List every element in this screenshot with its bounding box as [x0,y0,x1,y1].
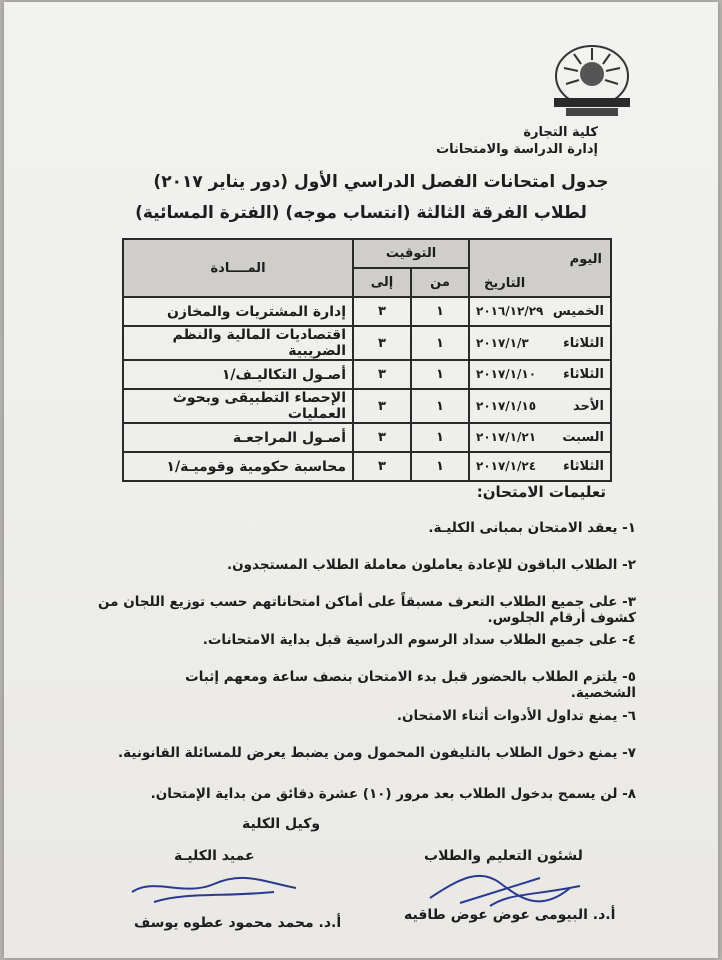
instructions-title: تعليمات الامتحان: [476,483,606,501]
dean-name: أ.د. محمد محمود عطوه يوسف [134,915,342,931]
instruction-item: ٢- الطلاب الباقون للإعادة يعاملون معاملة الطلاب المستجدون. [227,557,636,573]
row-to: ٣ [353,297,411,326]
row-date: ٢٠١٧/١/٣ [476,335,529,350]
timing-header: التوقيت [353,239,469,268]
row-to: ٣ [353,389,411,423]
day-date-header [469,239,611,297]
table-row [123,297,611,326]
row-subject: الإحصاء التطبيقى وبحوث العمليات [123,389,353,423]
instruction-item: ٧- يمنع دخول الطلاب بالتليفون المحمول ومن يضبط يعرض للمسائلة القانونية. [118,745,636,761]
row-day: السبت [562,430,604,445]
row-date: ٢٠١٧/١/٢١ [476,430,537,444]
row-to: ٣ [353,326,411,360]
row-subject: أصـول المراجعـة [123,423,353,452]
date-header: التاريخ [484,276,526,291]
table-row [123,326,611,360]
table-row [123,360,611,389]
university-logo [544,40,640,120]
schedule-title: جدول امتحانات الفصل الدراسي الأول (دور يناير ٢٠١٧) [153,172,609,192]
row-from: ١ [411,326,469,360]
row-day: الأحد [572,398,604,414]
row-date: ٢٠١٦/١٢/٢٩ [476,304,544,318]
row-subject: إدارة المشتريات والمخازن [123,297,353,326]
vice-dean-title: وكيل الكلية [242,816,321,832]
instruction-item: ٤- على جميع الطلاب سداد الرسوم الدراسية قبل بداية الامتحانات. [202,632,636,648]
row-date: ٢٠١٧/١/١٠ [476,367,537,381]
row-from: ١ [411,389,469,423]
row-from: ١ [411,360,469,389]
row-day: الثلاثاء [563,335,604,351]
instruction-item: ٨- لن يسمح بدخول الطلاب بعد مرور (١٠) عشرة دقائق من بداية الإمتحان. [150,786,636,802]
row-to: ٣ [353,452,411,481]
instruction-item: ١- يعقد الامتحان بمبانى الكليـة. [428,520,636,536]
row-subject: محاسبة حكومية وقوميـة/١ [123,452,353,481]
instruction-item: ٥- يلتزم الطلاب بالحضور قبل بدء الامتحان بنصف ساعة ومعهم إثبات الشخصية. [185,669,636,701]
table-row [123,389,611,423]
schedule-subtitle: لطلاب الفرقة الثالثة (انتساب موجه) (الفترة المسائية) [135,203,587,223]
to-header: إلى [353,268,411,297]
exam-schedule-table [122,238,612,482]
row-day: الثلاثاء [563,459,604,474]
document-page [4,2,718,958]
table-row [123,452,611,481]
instruction-item: ٣- على جميع الطلاب التعرف مسبقاً على أماكن امتحاناتهم حسب توزيع اللجان من كشوف أرقام الجلوس. [98,594,636,626]
dean-signature [124,862,304,912]
row-to: ٣ [353,360,411,389]
day-header: اليوم [569,252,602,267]
row-from: ١ [411,297,469,326]
instruction-item: ٦- يمنع تداول الأدوات أثناء الامتحان. [396,708,636,724]
row-from: ١ [411,452,469,481]
row-subject: اقتصاديات المالية والنظم الضريبية [123,326,353,360]
row-day: الخميس [552,304,604,319]
department-name: إدارة الدراسة والامتحانات [436,142,598,157]
faculty-name: كلية التجارة [523,125,598,140]
dean-title: عميد الكليـة [174,848,255,864]
vice-dean-name: أ.د. البيومى عوض عوض طاقيه [404,907,616,923]
subject-header: المــــادة [123,239,353,297]
table-row [123,423,611,452]
row-to: ٣ [353,423,411,452]
row-from: ١ [411,423,469,452]
row-subject: أصـول التكاليـف/١ [123,360,353,389]
row-date: ٢٠١٧/١/١٥ [476,398,537,413]
row-date: ٢٠١٧/١/٢٤ [476,459,537,473]
vice-dean-title-2: لشئون التعليم والطلاب [424,848,583,864]
row-day: الثلاثاء [563,367,604,382]
from-header: من [411,268,469,297]
